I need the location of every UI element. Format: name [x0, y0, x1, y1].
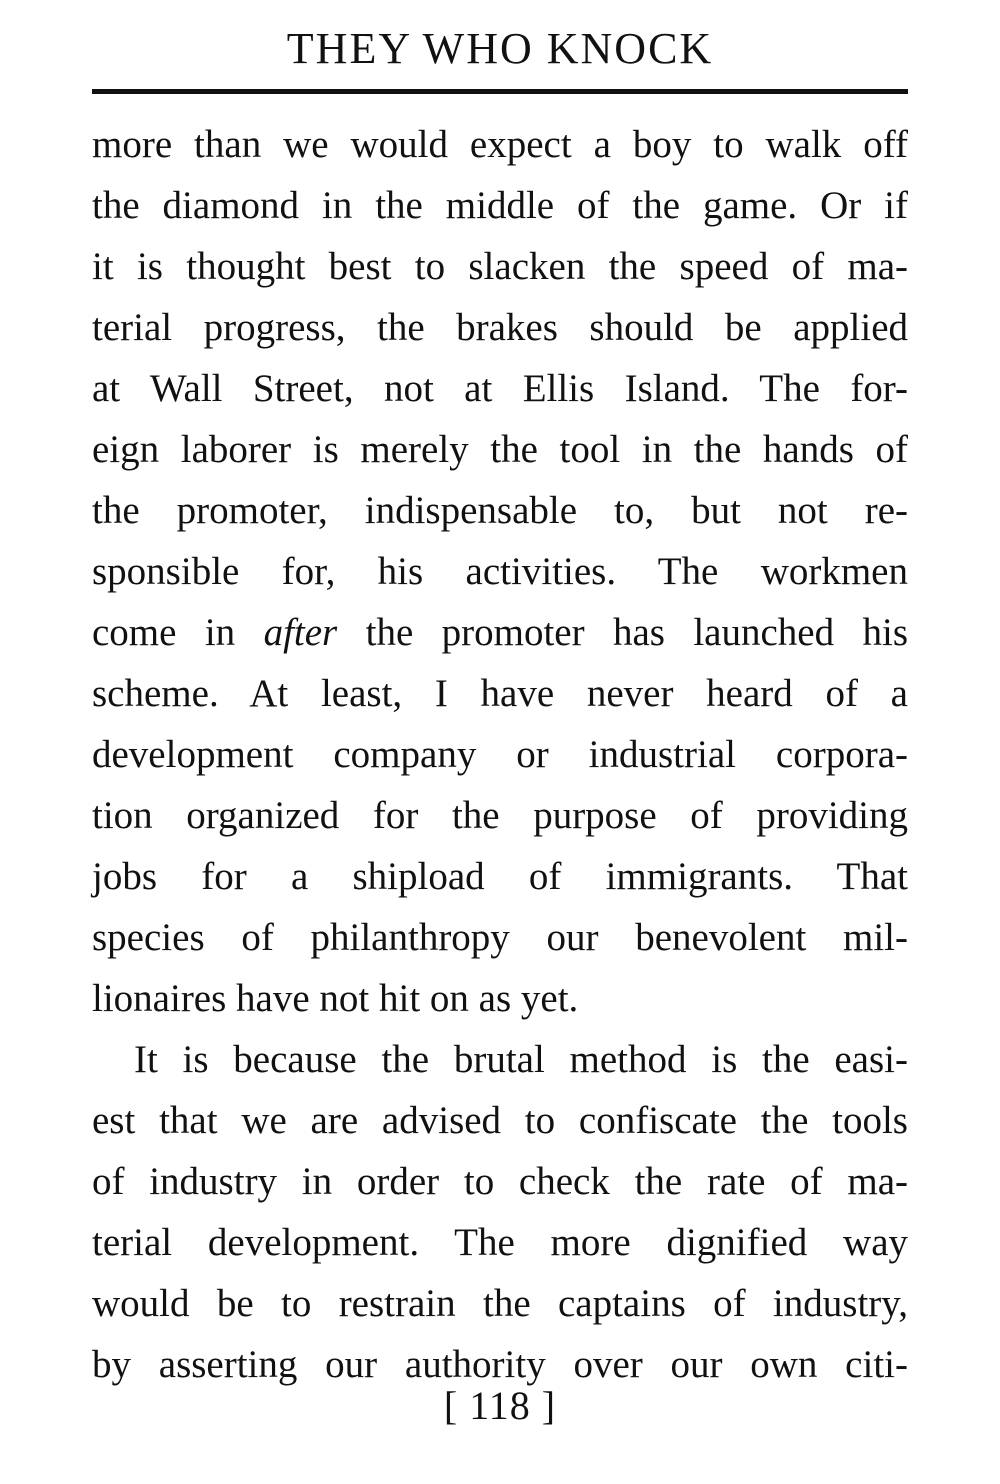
text-line: the promoter, indispensable to, but not re- [92, 489, 908, 532]
text-line: terial development. The more dignified way [92, 1221, 908, 1264]
text-line: more than we would expect a boy to walk off [92, 123, 908, 166]
text-line: scheme. At least, I have never heard of a [92, 672, 908, 715]
text-line: at Wall Street, not at Ellis Island. The for- [92, 367, 908, 410]
page-number: [ 118 ] [443, 1383, 557, 1428]
text-line: the diamond in the middle of the game. Or if [92, 184, 908, 227]
running-head: THEY WHO KNOCK [286, 24, 714, 73]
text-line: of industry in order to check the rate of ma- [92, 1160, 908, 1203]
text-line-italic [92, 602, 908, 663]
text-line: est that we are advised to confiscate the tools [92, 1099, 908, 1142]
paragraph-end-line: lionaires have not hit on as yet. [92, 977, 579, 1020]
text-line: jobs for a shipload of immigrants. That [92, 855, 908, 898]
header-rule [92, 89, 908, 94]
text-line: tion organized for the purpose of providing [92, 794, 908, 837]
text-segment: come in [92, 611, 236, 654]
text-line: eign laborer is merely the tool in the hands of [92, 428, 908, 471]
paragraph-start-line: It is because the brutal method is the easi- [134, 1038, 908, 1081]
body-text [92, 114, 908, 1395]
text-line: development company or industrial corpora- [92, 733, 908, 776]
italic-word: after [263, 611, 338, 654]
text-line: sponsible for, his activities. The workmen [92, 550, 908, 593]
text-line: terial progress, the brakes should be applied [92, 306, 908, 349]
text-line: would be to restrain the captains of industry, [92, 1282, 908, 1325]
text-line: species of philanthropy our benevolent mil- [92, 916, 908, 959]
text-segment: the promoter has launched his [365, 611, 909, 654]
text-line: it is thought best to slacken the speed of ma- [92, 245, 908, 288]
text-line: by asserting our authority over our own citi- [92, 1343, 908, 1386]
